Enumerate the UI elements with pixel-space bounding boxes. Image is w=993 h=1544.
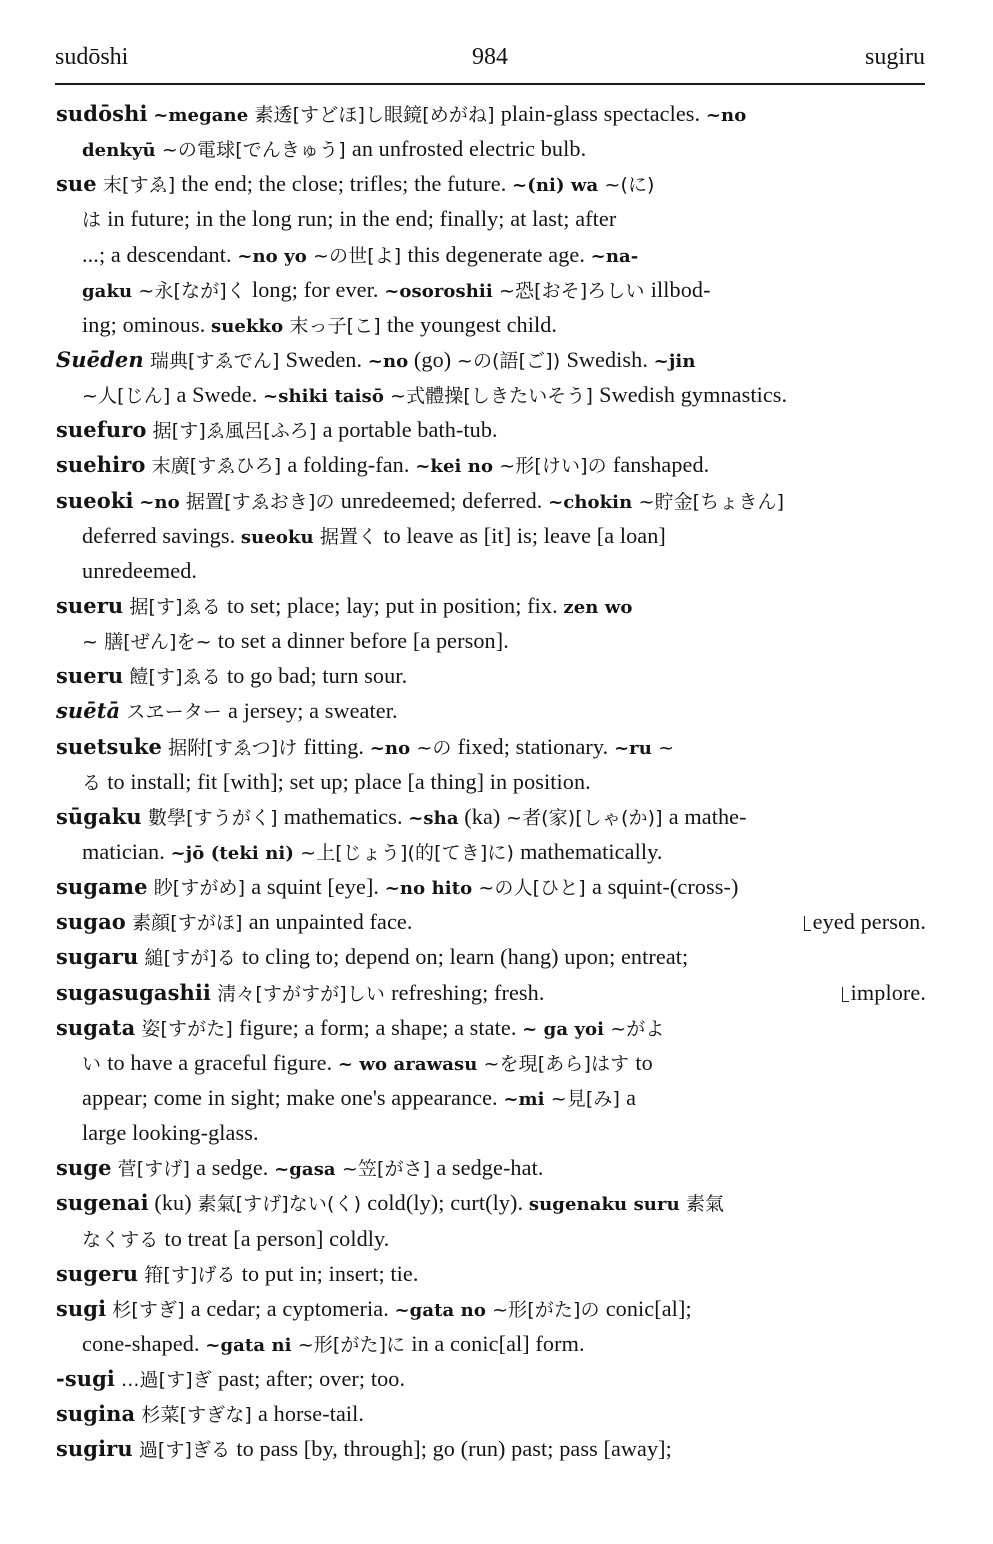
entry-line xyxy=(56,1291,926,1326)
entry-line xyxy=(56,799,926,834)
definition-text: Sweden. xyxy=(285,346,368,372)
definition-text: a portable bath-tub. xyxy=(322,417,498,443)
definition-text: unredeemed. xyxy=(82,557,198,583)
japanese-text: ~ 膳[ぜん]を~ xyxy=(82,631,218,654)
romaji-phrase: ~jin xyxy=(653,350,696,372)
romaji-phrase: ~mi xyxy=(503,1088,545,1110)
header-guide-word-left: sudōshi xyxy=(55,44,129,70)
definition-text: (go) xyxy=(408,346,457,372)
japanese-text: 饐[す]ゑる xyxy=(123,666,228,689)
definition-text: a squint [eye]. xyxy=(251,874,385,900)
japanese-text: 縋[すが]る xyxy=(138,947,243,970)
headword: sugina xyxy=(56,1401,136,1427)
dictionary-entries xyxy=(56,96,926,1466)
headword: sugi xyxy=(56,1295,107,1321)
japanese-text: ~式體操[しきたいそう] xyxy=(383,385,600,408)
entry-continuation-line xyxy=(56,1045,926,1080)
japanese-text: は xyxy=(82,209,108,232)
japanese-text: 菅[すげ] xyxy=(111,1158,197,1181)
japanese-text: ~形[がた]に xyxy=(291,1333,412,1356)
headword: sugame xyxy=(56,874,148,900)
entry-line xyxy=(56,904,926,939)
japanese-text: ~笠[がさ] xyxy=(335,1158,437,1181)
entry-continuation-line xyxy=(56,1221,926,1256)
japanese-text: 箝[す]げる xyxy=(138,1263,242,1286)
definition-text: fitting. xyxy=(303,733,370,759)
definition-text: conic[al]; xyxy=(605,1295,692,1321)
japanese-text: ...過[す]ぎ xyxy=(114,1369,218,1392)
entry-line xyxy=(56,96,926,131)
entry-line xyxy=(56,447,926,482)
romaji-phrase: suekko xyxy=(211,315,284,337)
japanese-text: なくする xyxy=(82,1228,165,1251)
definition-text: appear; come in sight; make one's appearance. xyxy=(82,1084,504,1110)
japanese-text: 杉[すぎ] xyxy=(106,1298,191,1321)
entry-line xyxy=(56,1010,926,1045)
entry-line xyxy=(56,588,926,623)
headword: sueoki xyxy=(56,487,134,513)
definition-text: fixed; stationary. xyxy=(457,733,614,759)
japanese-text: 素氣[すげ]ない(く) xyxy=(197,1193,368,1216)
japanese-text: 瑞典[すゑでん] xyxy=(143,349,286,372)
japanese-text: ~者(家)[しゃ(か)] xyxy=(506,806,669,829)
entry-line xyxy=(56,342,926,377)
entry-continuation-line xyxy=(56,131,926,166)
romaji-phrase: ~no xyxy=(369,737,411,759)
headword: sugao xyxy=(56,909,126,935)
japanese-text: 淸々[すがすが]しい xyxy=(211,982,392,1005)
headword: sugenai xyxy=(56,1190,149,1216)
definition-text: a folding-fan. xyxy=(287,452,416,478)
definition-text: an unpainted face. xyxy=(248,909,413,935)
romaji-phrase: ~ ga yoi xyxy=(522,1018,605,1040)
japanese-text: 末っ子[こ] xyxy=(283,314,387,337)
definition-text: a squint-(cross-) xyxy=(591,874,739,900)
headword: suefuro xyxy=(56,417,147,443)
definition-text: plain-glass spectacles. xyxy=(500,101,706,126)
entry-line xyxy=(56,1396,926,1431)
japanese-text: い xyxy=(82,1052,108,1075)
romaji-phrase: ~no xyxy=(705,105,747,126)
entry-line xyxy=(56,658,926,693)
japanese-text: ~の世[よ] xyxy=(306,244,408,267)
romaji-phrase: ~no hito xyxy=(384,878,473,900)
definition-text: matician. xyxy=(82,838,171,864)
page-header xyxy=(55,44,925,84)
definition-text: a mathe- xyxy=(668,803,747,829)
definition-text: illbod- xyxy=(650,276,711,302)
entry-continuation-line xyxy=(56,1115,926,1150)
definition-text: mathematically. xyxy=(520,838,663,864)
romaji-phrase: ~megane xyxy=(153,105,249,126)
headword: suētā xyxy=(56,698,121,724)
entry-continuation-line xyxy=(56,764,926,799)
entry-line xyxy=(56,166,926,201)
romaji-phrase: ~no yo xyxy=(237,245,307,267)
headword: sugata xyxy=(56,1014,136,1040)
romaji-phrase: ~shiki taisō xyxy=(263,386,384,408)
romaji-phrase: ~ru xyxy=(613,737,652,759)
japanese-text: 素透[すどほ]し眼鏡[めがね] xyxy=(248,104,501,126)
overflow-text: eyed person. xyxy=(812,909,926,935)
japanese-text: 据附[すゑつ]け xyxy=(161,736,304,759)
japanese-text: ~ xyxy=(651,736,675,759)
definition-text: to set a dinner before [a person]. xyxy=(217,628,509,654)
entry-line xyxy=(56,693,926,728)
definition-text: a cedar; a cyptomeria. xyxy=(190,1295,395,1321)
definition-text: (ka) xyxy=(458,803,507,829)
japanese-text: 据置[すゑおき]の xyxy=(179,490,341,513)
romaji-phrase: gaku xyxy=(82,280,133,302)
romaji-phrase: ~sha xyxy=(408,807,459,829)
definition-text: in a conic[al] form. xyxy=(411,1330,585,1356)
romaji-phrase: denkyū xyxy=(82,140,156,162)
entry-line xyxy=(56,1150,926,1185)
japanese-text: 過[す]ぎる xyxy=(132,1439,237,1462)
headword: sue xyxy=(56,171,97,197)
japanese-text: ~を現[あら]はす xyxy=(477,1052,636,1075)
entry-line xyxy=(56,1256,926,1291)
japanese-text: ~恐[おそ]ろしい xyxy=(492,279,651,302)
definition-text: (ku) xyxy=(148,1190,198,1216)
definition-text: a xyxy=(626,1084,637,1110)
definition-text: deferred savings. xyxy=(82,522,241,548)
japanese-text: ~人[じん] xyxy=(82,385,177,408)
definition-text: Swedish gymnastics. xyxy=(599,382,788,408)
definition-text: a jersey; a sweater. xyxy=(228,698,398,724)
entry-continuation-line xyxy=(56,834,926,869)
overflow-text: implore. xyxy=(850,979,926,1005)
definition-text: fanshaped. xyxy=(612,452,710,478)
definition-text: to go bad; turn sour. xyxy=(227,663,408,689)
entry-continuation-line xyxy=(56,377,926,412)
entry-line xyxy=(56,1431,926,1466)
japanese-text: 末[すゑ] xyxy=(96,174,182,197)
japanese-text: 素氣 xyxy=(679,1193,725,1216)
entry-line xyxy=(56,412,926,447)
japanese-text: ~永[なが]く xyxy=(132,279,252,302)
entry-continuation-line xyxy=(56,623,926,658)
definition-text: to put in; insert; tie. xyxy=(241,1260,419,1286)
definition-text: an unfrosted electric bulb. xyxy=(351,136,587,162)
japanese-text: ~形[がた]の xyxy=(485,1298,606,1321)
entry-continuation-line xyxy=(56,272,926,307)
entry-line xyxy=(56,1185,926,1220)
entry-line xyxy=(56,975,926,1010)
definition-text: to treat [a person] coldly. xyxy=(164,1225,390,1251)
romaji-phrase: ~ wo arawasu xyxy=(337,1053,478,1075)
japanese-text: 据[す]ゑ風呂[ふろ] xyxy=(146,420,323,443)
definition-text: past; after; over; too. xyxy=(218,1366,406,1392)
definition-text: to pass [by, through]; go (run) past; pass [away]; xyxy=(236,1436,672,1462)
header-rule xyxy=(55,83,925,85)
japanese-text: ~の電球[でんきゅう] xyxy=(155,139,352,162)
definition-text: ...; a descendant. xyxy=(82,241,238,267)
definition-text: in future; in the long run; in the end; finally; at last; after xyxy=(107,206,617,232)
definition-text: Swedish. xyxy=(566,346,654,372)
header-guide-word-right: sugiru xyxy=(865,44,925,70)
japanese-text: ~の人[ひと] xyxy=(472,877,592,900)
romaji-phrase: zen wo xyxy=(563,596,633,618)
definition-text: to have a graceful figure. xyxy=(107,1049,338,1075)
romaji-phrase: sueoku xyxy=(240,526,314,548)
romaji-phrase: sugenaku suru xyxy=(528,1194,680,1216)
definition-text: to install; fit [with]; set up; place [a thing] in position. xyxy=(107,768,591,794)
definition-text: the youngest child. xyxy=(386,311,558,337)
japanese-text: ~の(語[ご]) xyxy=(456,349,567,372)
headword: sugiru xyxy=(56,1436,133,1462)
definition-text: to cling to; depend on; learn (hang) upon; entreat; xyxy=(242,944,689,970)
japanese-text: ~貯金[ちょきん] xyxy=(632,490,785,513)
romaji-phrase: ~no xyxy=(139,491,180,513)
definition-text: the end; the close; trifles; the future. xyxy=(181,171,513,197)
definition-text: long; for ever. xyxy=(251,276,385,302)
japanese-text: る xyxy=(82,771,108,794)
definition-text: to xyxy=(635,1049,653,1075)
romaji-phrase: ~(ni) wa xyxy=(512,175,599,197)
headword: sugeru xyxy=(56,1260,139,1286)
entry-continuation-line xyxy=(56,1326,926,1361)
headword: sueru xyxy=(56,592,124,618)
page-number: 984 xyxy=(472,44,508,70)
romaji-phrase: ~osoroshii xyxy=(384,280,493,302)
definition-text: cone-shaped. xyxy=(82,1330,206,1356)
definition-text: ing; ominous. xyxy=(82,311,211,337)
entry-line xyxy=(56,483,926,518)
headword: suge xyxy=(56,1155,112,1181)
definition-text: to set; place; lay; put in position; fix. xyxy=(227,592,564,618)
japanese-text: ~見[み] xyxy=(544,1087,627,1110)
japanese-text: 素顔[すがほ] xyxy=(125,912,249,935)
entry-continuation-line xyxy=(56,553,926,588)
definition-text: cold(ly); curt(ly). xyxy=(367,1190,529,1216)
entry-line xyxy=(56,869,926,904)
definition-text: refreshing; fresh. xyxy=(391,979,545,1005)
japanese-text: スヱーター xyxy=(120,701,229,724)
japanese-text: ~がよ xyxy=(604,1017,665,1040)
romaji-phrase: ~chokin xyxy=(548,491,633,513)
definition-text: a horse-tail. xyxy=(258,1401,365,1427)
japanese-text: 据置く xyxy=(313,525,384,548)
romaji-phrase: ~gata no xyxy=(394,1299,486,1321)
entry-continuation-line xyxy=(56,518,926,553)
overflow-hook-mark xyxy=(842,987,849,1002)
japanese-text: ~(に) xyxy=(598,174,655,197)
japanese-text: 杉菜[すぎな] xyxy=(135,1404,259,1427)
entry-line xyxy=(56,939,926,974)
definition-text: a sedge. xyxy=(196,1155,275,1181)
japanese-text: 數學[すうがく] xyxy=(141,806,284,829)
entry-continuation-line xyxy=(56,237,926,272)
japanese-text: ~の xyxy=(410,736,458,759)
headword: sudōshi xyxy=(56,101,148,126)
japanese-text: 末廣[すゑひろ] xyxy=(145,455,288,478)
entry-continuation-line xyxy=(56,1080,926,1115)
entry-line xyxy=(56,729,926,764)
entry-continuation-line xyxy=(56,307,926,342)
romaji-phrase: ~kei no xyxy=(415,456,494,478)
headword: suetsuke xyxy=(56,733,162,759)
japanese-text: ~形[けい]の xyxy=(493,455,613,478)
romaji-phrase: ~jō (teki ni) xyxy=(170,842,294,864)
romaji-phrase: ~no xyxy=(367,350,409,372)
romaji-phrase: ~gasa xyxy=(274,1159,336,1181)
entry-continuation-line xyxy=(56,201,926,236)
romaji-phrase: ~gata ni xyxy=(205,1334,292,1356)
definition-text: large looking-glass. xyxy=(82,1120,259,1146)
japanese-text: 据[す]ゑる xyxy=(123,595,228,618)
headword: -sugi xyxy=(56,1366,115,1392)
overflow-hook-mark xyxy=(804,916,811,931)
definition-text: figure; a form; a shape; a state. xyxy=(239,1014,523,1040)
japanese-text: 姿[すがた] xyxy=(135,1017,240,1040)
headword: sūgaku xyxy=(56,803,142,829)
romaji-phrase: ~na- xyxy=(590,245,639,267)
japanese-text: 眇[すがめ] xyxy=(147,877,252,900)
headword: Suēden xyxy=(56,346,144,372)
definition-text: to leave as [it] is; leave [a loan] xyxy=(383,522,666,548)
definition-text: a Swede. xyxy=(176,382,264,408)
definition-text: unredeemed; deferred. xyxy=(340,487,549,513)
definition-text: a sedge-hat. xyxy=(436,1155,544,1181)
headword: suehiro xyxy=(56,452,146,478)
headword: sugaru xyxy=(56,944,139,970)
definition-text: this degenerate age. xyxy=(407,241,591,267)
japanese-text: ~上[じょう](的[てき]に) xyxy=(293,841,521,864)
definition-text: mathematics. xyxy=(283,803,409,829)
entry-line xyxy=(56,1361,926,1396)
headword: sueru xyxy=(56,663,124,689)
headword: sugasugashii xyxy=(56,979,212,1005)
